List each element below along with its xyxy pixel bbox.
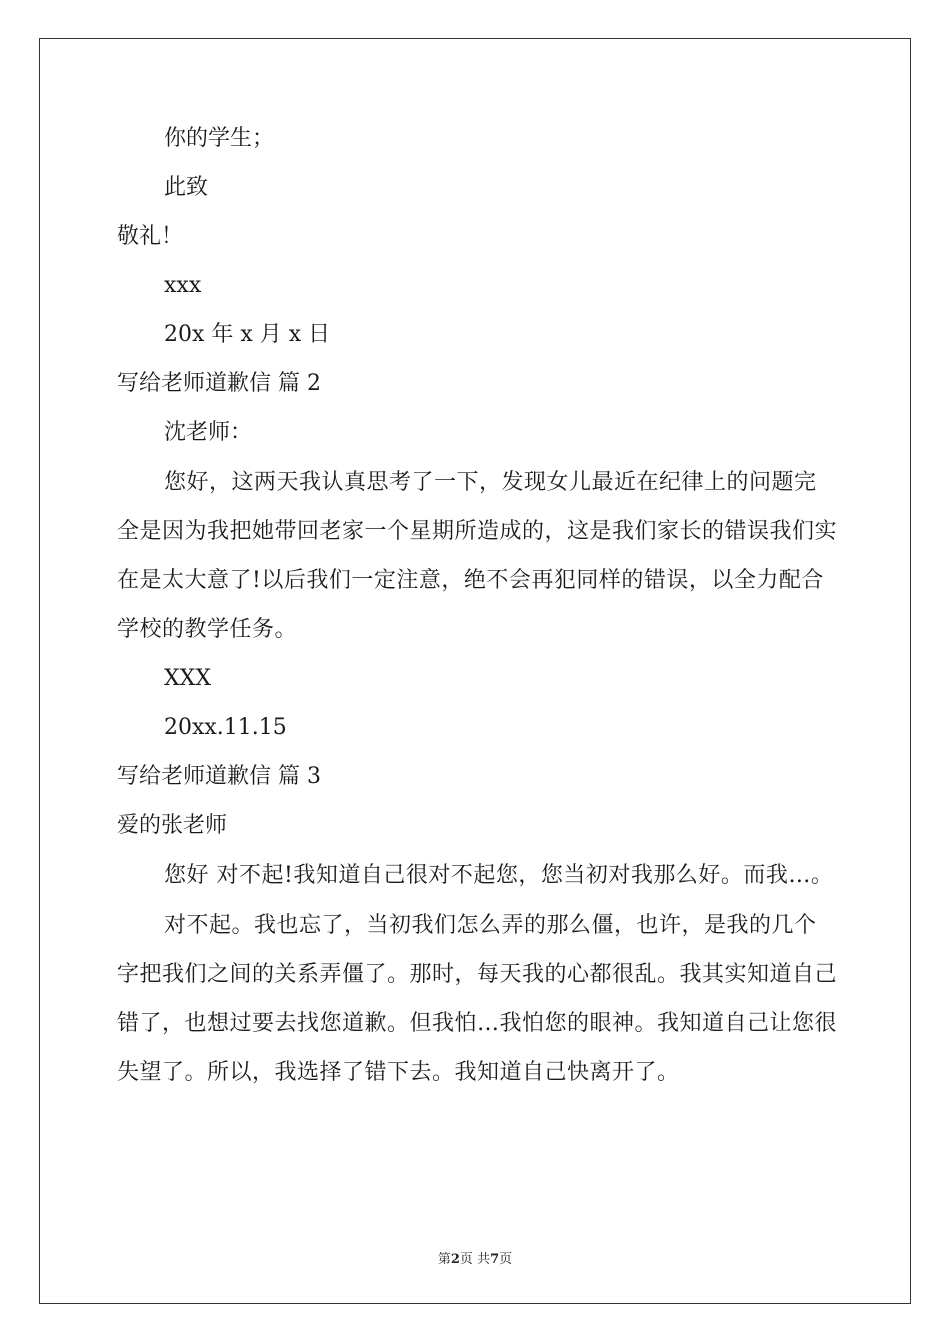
total-page-number: 7 [490, 1252, 500, 1267]
salutation: 沈老师： [164, 420, 253, 445]
section-heading: 写给老师道歉信 篇 2 [117, 371, 321, 396]
signature: XXX [164, 666, 211, 691]
paragraph: 对不起。我也忘了，当初我们怎么弄的那么僵，也许，是我的几个字把我们之间的关系弄僵了。那时，每天我的心都很乱。我其实知道自己错了，也想过要去找您道歉。但我怕…我怕您的眼神。我知道自己让您很失望了。所以，我选择了错下去。我知道自己快离开了。 [117, 913, 838, 1085]
text-line: 你的学生； [164, 126, 275, 151]
signature: xxx [164, 273, 202, 298]
page-footer [0, 1248, 950, 1267]
text-line: 敬礼！ [117, 224, 184, 249]
footer-text: 第 [437, 1252, 451, 1267]
date: 20xx.11.15 [164, 715, 287, 740]
section-heading: 写给老师道歉信 篇 3 [117, 764, 321, 789]
date: 20x 年 x 月 x 日 [164, 322, 331, 347]
current-page-number: 2 [450, 1252, 460, 1267]
document-body [117, 127, 837, 1110]
salutation: 爱的张老师 [117, 813, 228, 838]
paragraph: 您好，这两天我认真思考了一下，发现女儿最近在纪律上的问题完全是因为我把她带回老家一个星期所造成的，这是我们家长的错误我们实在是太大意了!以后我们一定注意，绝不会再犯同样的错误，以全力配合学校的教学任务。 [117, 470, 838, 642]
paragraph: 您好 对不起!我知道自己很对不起您，您当初对我那么好。而我…。 [164, 863, 834, 888]
footer-text: 页 [499, 1252, 513, 1267]
text-line: 此致 [164, 175, 209, 200]
footer-text: 页 共 [459, 1252, 491, 1267]
